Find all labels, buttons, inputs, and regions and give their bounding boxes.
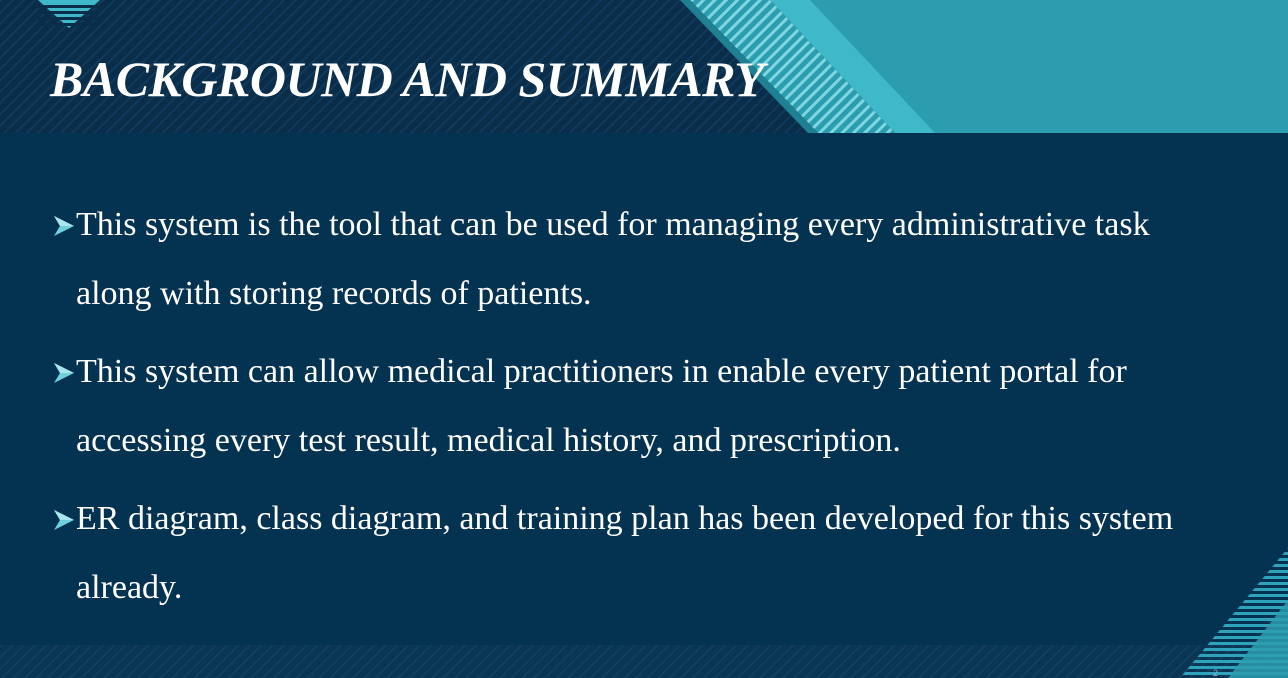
bullet-item — [52, 190, 1222, 328]
bullet-item — [52, 337, 1222, 475]
bullet-text: This system can allow medical practitioners in enable every patient portal for accessing every test result, medical history, and prescription. — [76, 353, 1127, 459]
bullet-text: ER diagram, class diagram, and training plan has been developed for this system already. — [76, 500, 1174, 606]
striped-triangle-icon — [38, 0, 100, 28]
arrowhead-bullet-icon — [52, 509, 76, 531]
arrowhead-bullet-icon — [52, 215, 76, 237]
bullet-text: This system is the tool that can be used for managing every administrative task along with storing records of patients. — [76, 206, 1150, 312]
arrowhead-bullet-icon — [52, 362, 76, 384]
slide-title: BACKGROUND AND SUMMARY — [50, 51, 765, 107]
bottom-hatch-strip — [0, 645, 1288, 678]
bullet-item — [52, 484, 1222, 622]
slide-number: 2 — [1212, 668, 1218, 678]
bullet-list — [52, 190, 1222, 631]
